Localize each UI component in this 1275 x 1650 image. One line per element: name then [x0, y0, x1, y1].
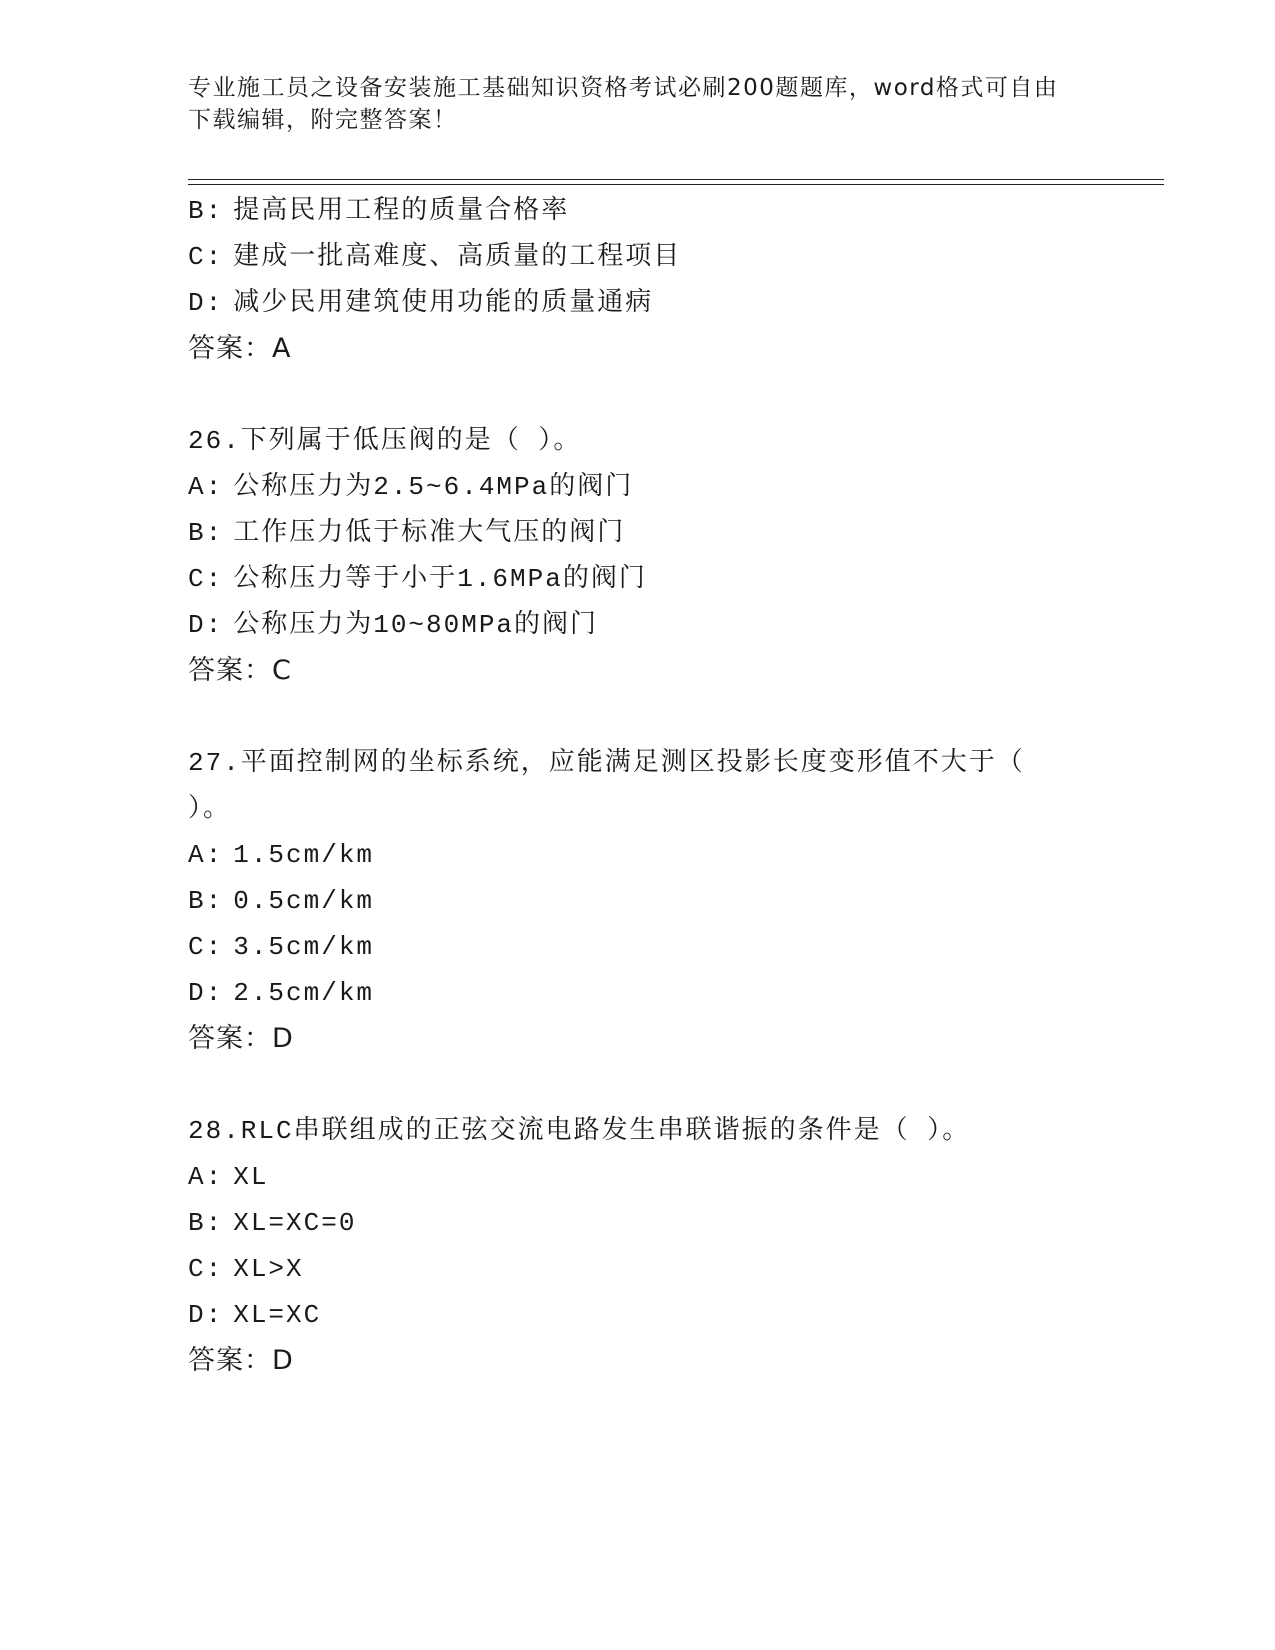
option-a: A: XL	[188, 1162, 269, 1192]
question-text: 27.平面控制网的坐标系统，应能满足测区投影长度变形值不大于（ ）。	[188, 748, 1025, 824]
question-27	[188, 740, 1088, 1062]
question-26	[188, 418, 1088, 694]
option-c: C: XL>X	[188, 1254, 304, 1284]
option-c: C: 公称压力等于小于1.6MPa的阀门	[188, 564, 647, 594]
option-b: B: XL=XC=0	[188, 1208, 357, 1238]
option-d: D: 2.5cm/km	[188, 978, 375, 1008]
option-a: A: 公称压力为2.5~6.4MPa的阀门	[188, 472, 634, 502]
header-rule-bottom	[188, 184, 1164, 185]
option-b: B: 工作压力低于标准大气压的阀门	[188, 518, 626, 548]
option-d: D: 公称压力为10~80MPa的阀门	[188, 610, 599, 640]
question-text: 28.RLC串联组成的正弦交流电路发生串联谐振的条件是（ ）。	[188, 1116, 971, 1146]
answer-line: 答案：D	[188, 1023, 294, 1054]
header-rule-top	[188, 179, 1164, 180]
option-c: C: 3.5cm/km	[188, 932, 375, 962]
question-text: 26.下列属于低压阀的是（ ）。	[188, 426, 582, 456]
option-d: D: 减少民用建筑使用功能的质量通病	[188, 288, 654, 318]
question-28	[188, 1108, 1088, 1384]
answer-line: 答案：C	[188, 655, 292, 686]
option-a: A: 1.5cm/km	[188, 840, 375, 870]
question-continued	[188, 188, 1088, 372]
option-b: B: 0.5cm/km	[188, 886, 375, 916]
option-d: D: XL=XC	[188, 1300, 322, 1330]
answer-line: 答案：A	[188, 333, 292, 364]
document-header: 专业施工员之设备安装施工基础知识资格考试必刷200题题库，word格式可自由下载编辑，附完整答案！	[188, 75, 1059, 133]
option-b: B: 提高民用工程的质量合格率	[188, 196, 570, 226]
option-c: C: 建成一批高难度、高质量的工程项目	[188, 242, 682, 272]
question-list	[188, 188, 1088, 1384]
answer-line: 答案：D	[188, 1345, 294, 1376]
